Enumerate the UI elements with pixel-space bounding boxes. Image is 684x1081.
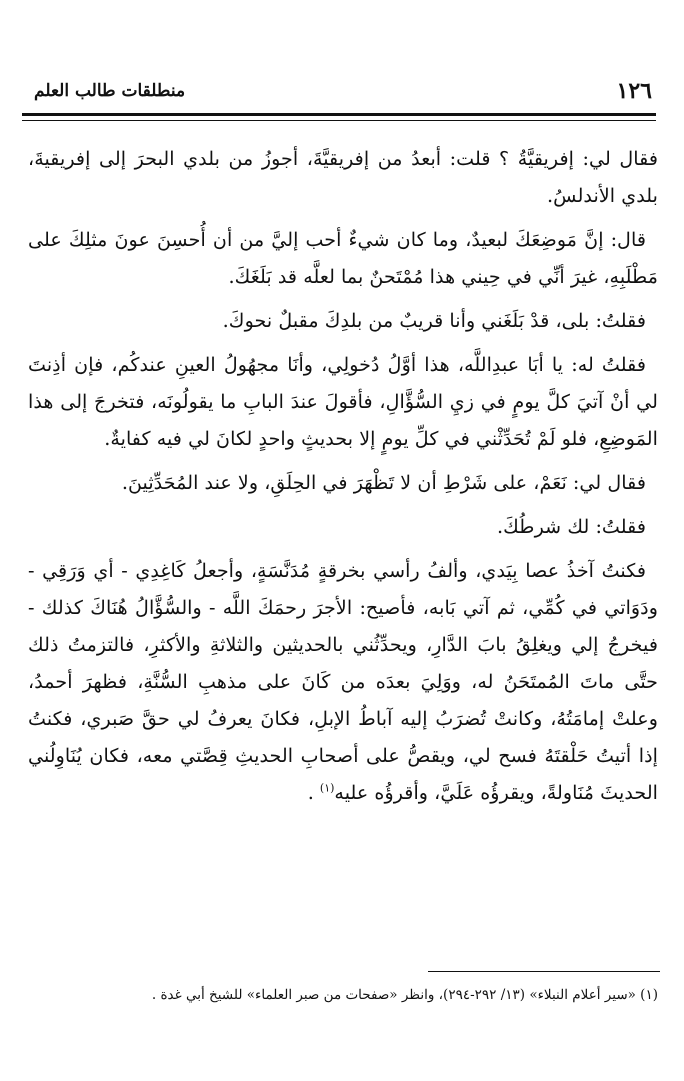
header-rule-thin <box>22 120 656 121</box>
paragraph: قال: إنَّ مَوضِعَكَ لبعيدٌ، وما كان شيءٌ أحب إليَّ من أن أُحسِنَ عونَ مثلِكَ على مَطْلَبِهِ، غيرَ أنِّي في حِيني هذا مُمْتَحنٌ بما لعلَّه قد بَلَغَكَ. <box>28 228 658 288</box>
footnote-reference: (١) <box>319 781 335 795</box>
paragraph: فقلتُ له: يا أبَا عبدِاللَّه، هذا أوَّلُ دُخولِي، وأنَا مجهُولُ العينِ عندكُم، فإن أذِنتَ لي أنْ آتيَ كلَّ يومٍ في زيِ السُّؤَّالِ، فأقولَ عندَ البابِ ما يقولُونَه، فتخرجَ إلى هذا المَوضِعِ، فلو لَمْ تُحَدِّثْني في كلِّ يومٍ إلا بحديثٍ واحدٍ لكانَ لي فيه كفايةٌ. <box>28 353 658 450</box>
header-rule-thick <box>22 113 656 116</box>
page-number: ١٢٦ <box>616 78 652 104</box>
main-text <box>28 140 658 818</box>
footnote-separator <box>428 971 660 972</box>
running-header <box>30 78 654 104</box>
paragraph: فقال لي: نَعَمْ، على شَرْطِ أن لا تَظْهَرَ في الحِلَقِ، ولا عند المُحَدِّثِينَ. <box>121 471 646 494</box>
paragraph-with-note <box>28 552 658 811</box>
footnote <box>28 982 658 1008</box>
paragraph: فقلتُ: بلى، قدْ بَلَغَني وأنا قريبٌ من بلدِكَ مقبلٌ نحوكَ. <box>222 309 646 332</box>
running-title: منطلقات طالب العلم <box>34 81 186 101</box>
paragraph-text: فكنتُ آخذُ عصا بِيَدي، وألفُ رأسي بخرقةٍ مُدَنَّسَةٍ، وأجعلُ كَاغِدِي - أي وَرَقِي - ودَوَاتي في كُمِّي، ثم آتي بَابه، فأصيح: الأجرَ رحمَكَ اللَّه - والسُّؤَّالُ هُنَاكَ كذلك - فيخرجُ إلي ويغلِقُ بابَ الدَّارِ، ويحدِّثُني بالحديثين والثلاثةِ والأكثرِ، فالتزمتُ ذلك حتَّى ماتَ المُمتَحَنُ له، ووَلِيَ بعدَه من كَانَ على مذهبِ السُّنَّةِ، فظهرَ أحمدُ، وعلتْ إمامَتُهُ، وكانتْ تُضرَبُ إليه آباطُ الإبلِ، فكانَ يعرفُ لي حقَّ صَبري، فكنتُ إذا أتيتُ حَلْقتَهُ فسح لي، ويقصُّ على أصحابِ الحديثِ قِصَّتي معه، فكان يُنَاوِلُني الحديثَ مُنَاولةً، ويقرؤُه عَلَيَّ، وأقرؤُه عليه <box>28 559 658 804</box>
paragraph-end: . <box>307 781 320 804</box>
paragraph: فقال لي: إفريقيَّةُ ؟ قلت: أبعدُ من إفريقيَّةَ، أجوزُ من بلدي البحرَ إلى إفريقيةَ، بلدي الأندلسُ. <box>28 147 658 207</box>
paragraph: فقلتُ: لك شرطُكَ. <box>497 515 646 538</box>
footnote-text: (١) «سير أعلام النبلاء» (١٣/ ٢٩٢-٢٩٤)، وانظر «صفحات من صبر العلماء» للشيخ أبي غدة . <box>151 987 658 1003</box>
